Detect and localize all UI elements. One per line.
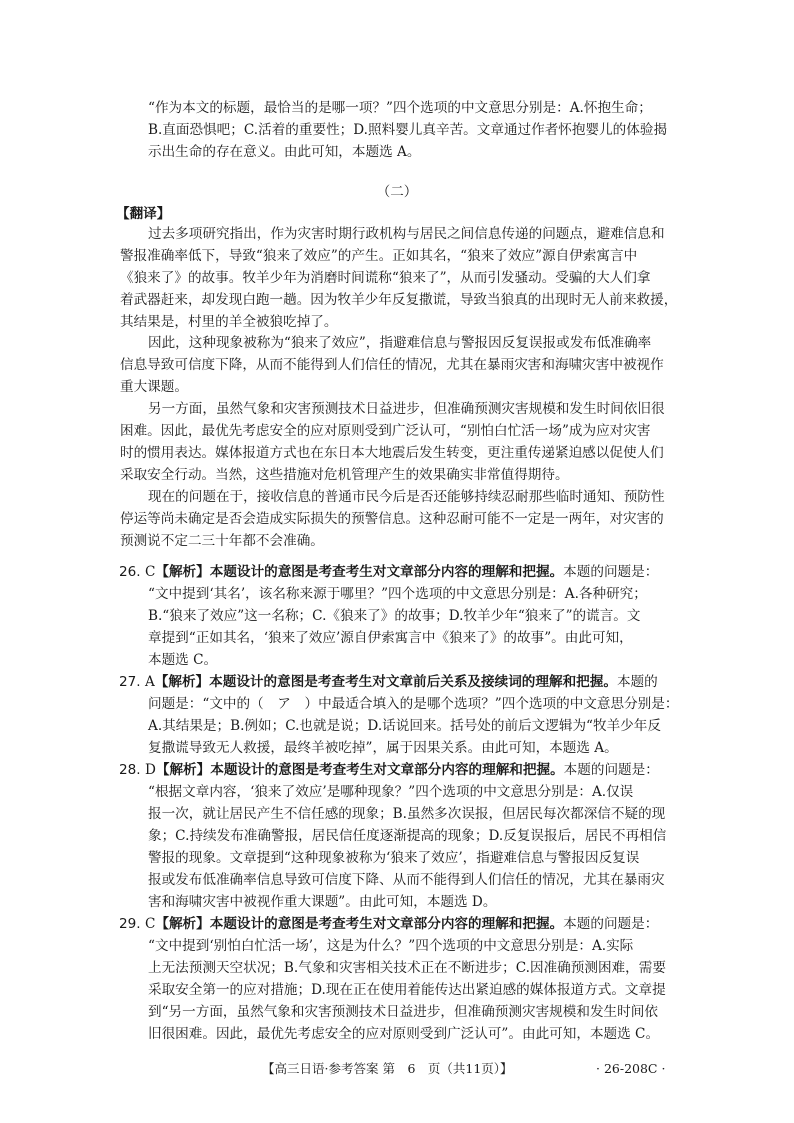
question-27-first-line: [119, 672, 658, 692]
analysis-intent: 本题设计的意图是考查考生对文章部分内容的理解和把握。: [209, 564, 564, 580]
question-29-line: 到“另一方面，虽然气象和灾害预测技术日益进步，但准确预测灾害规模和发生时间依: [148, 1004, 658, 1020]
question-number: 28.: [119, 762, 141, 778]
translation-line: 警报准确率低下，导致“狼来了效应”的产生。正如其名，“狼来了效应”源自伊索寓言中: [120, 248, 638, 264]
translation-line: 过去多项研究指出，作为灾害时期行政机构与居民之间信息传递的问题点，避难信息和: [148, 226, 665, 242]
translation-line: 停运等尚未确定是否会造成实际损失的预警信息。这种忍耐可能不一定是一两年，对灾害的: [120, 511, 664, 527]
question-28-line: 害和海啸灾害中被视作重大课题”。由此可知，本题选 D。: [148, 894, 497, 910]
question-29-line: “文中提到‘别怕白忙活一场’，这是为什么？”四个选项的中文意思分别是：A.实际: [148, 938, 634, 954]
document-code: · 26-208C ·: [596, 1061, 666, 1076]
intro-line: “作为本文的标题，最恰当的是哪一项？”四个选项的中文意思分别是：A.怀抱生命；: [148, 100, 652, 116]
translation-line: 《狼来了》的故事。牧羊少年为消磨时间谎称“狼来了”，从而引发骚动。受骗的大人们拿: [120, 270, 651, 286]
translation-line: 采取安全行动。当然，这些措施对危机管理产生的效果确实非常值得期待。: [120, 467, 569, 483]
question-27-line: 复撒谎导致无人救援，最终羊被吃掉”，属于因果关系。由此可知，本题选 A。: [148, 740, 618, 756]
analysis-lead: 本题的: [616, 674, 658, 690]
translation-line: 另一方面，虽然气象和灾害预测技术日益进步，但准确预测灾害规模和发生时间依旧很: [148, 401, 665, 417]
question-26-line: “文中提到‘其名’，该名称来源于哪里？”四个选项的中文意思分别是：A.各种研究；: [148, 586, 647, 602]
translation-line: 困难。因此，最优先考虑安全的应对原则受到广泛认可，“别怕白忙活一场”成为应对灾害: [120, 423, 651, 439]
translation-line: 因此，这种现象被称为“狼来了效应”，指避难信息与警报因反复误报或发布低准确率: [148, 335, 652, 351]
analysis-intent: 本题设计的意图是考查考生对文章部分内容的理解和把握。: [209, 916, 564, 932]
question-number: 27.: [119, 674, 141, 690]
translation-line: 现在的问题在于，接收信息的普通市民今后是否还能够持续忍耐那些临时通知、预防性: [148, 489, 665, 505]
question-28-line: 警报的现象。文章提到“这种现象被称为‘狼来了效应’，指避难信息与警报因反复误: [148, 850, 640, 866]
analysis-lead: 本题的问题是：: [563, 762, 659, 778]
analysis-tag: 【解析】: [155, 564, 210, 580]
question-number: 26.: [119, 564, 141, 580]
answer-letter: A: [144, 674, 155, 690]
translation-line: 重大课题。: [120, 379, 188, 395]
translation-line: 着武器赶来，却发现白跑一趟。因为牧羊少年反复撒谎，导致当狼真的出现时无人前来救援，: [120, 292, 678, 308]
page-footer-label: 【高三日语·参考答案 第 6 页（共11页）】: [262, 1061, 513, 1076]
question-28-first-line: [119, 760, 659, 780]
question-26-line: 本题选 C。: [148, 652, 218, 668]
question-28-line: 报一次，就让居民产生不信任感的现象；B.虽然多次误报，但居民每次都深信不疑的现: [148, 806, 666, 822]
question-29-line: 上无法预测天空状况；B.气象和灾害相关技术正在不断进步；C.因准确预测困难，需要: [148, 960, 666, 976]
question-27-line: A.其结果是；B.例如；C.也就是说；D.话说回来。括号处的前后文逻辑为“牧羊少年反: [148, 718, 661, 734]
question-26-line: 章提到“正如其名，‘狼来了效应’源自伊索寓言中《狼来了》的故事”。由此可知，: [148, 630, 633, 646]
question-28-line: 象；C.持续发布准确警报，居民信任度逐渐提高的现象；D.反复误报后，居民不再相信: [148, 828, 667, 844]
analysis-lead: 本题的问题是：: [563, 916, 659, 932]
intro-line: 示出生命的存在意义。由此可知，本题选 A。: [148, 144, 421, 160]
analysis-tag: 【解析】: [155, 916, 210, 932]
question-27-line: 问题是：“文中的（ ア ）中最适合填入的是哪个选项？”四个选项的中文意思分别是：: [148, 696, 679, 712]
question-number: 29.: [119, 916, 141, 932]
translation-line: 预测说不定二三十年都不会准确。: [120, 533, 324, 549]
answer-letter: D: [144, 762, 156, 778]
translation-line: 时的惯用表达。媒体报道方式也在东日本大地震后发生转变，更注重传递紧迫感以促使人们: [120, 445, 664, 461]
section-heading: （二）: [376, 184, 418, 200]
question-26-first-line: [119, 562, 658, 582]
question-26-line: B.“狼来了效应”这一名称；C.《狼来了》的故事；D.牧羊少年“狼来了”的谎言。文: [148, 608, 641, 624]
translation-line: 其结果是，村里的羊全被狼吃掉了。: [120, 314, 338, 330]
question-29-first-line: [119, 914, 658, 934]
question-28-line: 报或发布低准确率信息导致可信度下降、从而不能得到人们信任的情况，尤其在暴雨灾: [148, 872, 665, 888]
answer-letter: C: [144, 564, 156, 580]
analysis-tag: 【解析】: [155, 762, 211, 778]
analysis-lead: 本题的问题是：: [563, 564, 659, 580]
question-29-line: 采取安全第一的应对措施；D.现在正在使用着能传达出紧迫感的媒体报道方式。文章提: [148, 982, 666, 998]
intro-line: B.直面恐惧吧；C.活着的重要性；D.照料婴儿真辛苦。文章通过作者怀抱婴儿的体验揭: [148, 122, 668, 138]
translation-line: 信息导致可信度下降，从而不能得到人们信任的情况，尤其在暴雨灾害和海啸灾害中被视作: [120, 357, 664, 373]
analysis-intent: 本题设计的意图是考查考生对文章部分内容的理解和把握。: [210, 762, 564, 778]
question-29-line: 旧很困难。因此，最优先考虑安全的应对原则受到广泛认可”。由此可知，本题选 C。: [148, 1026, 660, 1042]
answer-letter: C: [144, 916, 156, 932]
analysis-tag: 【解析】: [154, 674, 210, 690]
question-28-line: “根据文章内容，‘狼来了效应’是哪种现象？”四个选项的中文意思分别是：A.仅误: [148, 784, 634, 800]
translation-heading: 【翻译】: [116, 206, 171, 222]
analysis-intent: 本题设计的意图是考查考生对文章前后关系及接续词的理解和把握。: [209, 674, 617, 690]
